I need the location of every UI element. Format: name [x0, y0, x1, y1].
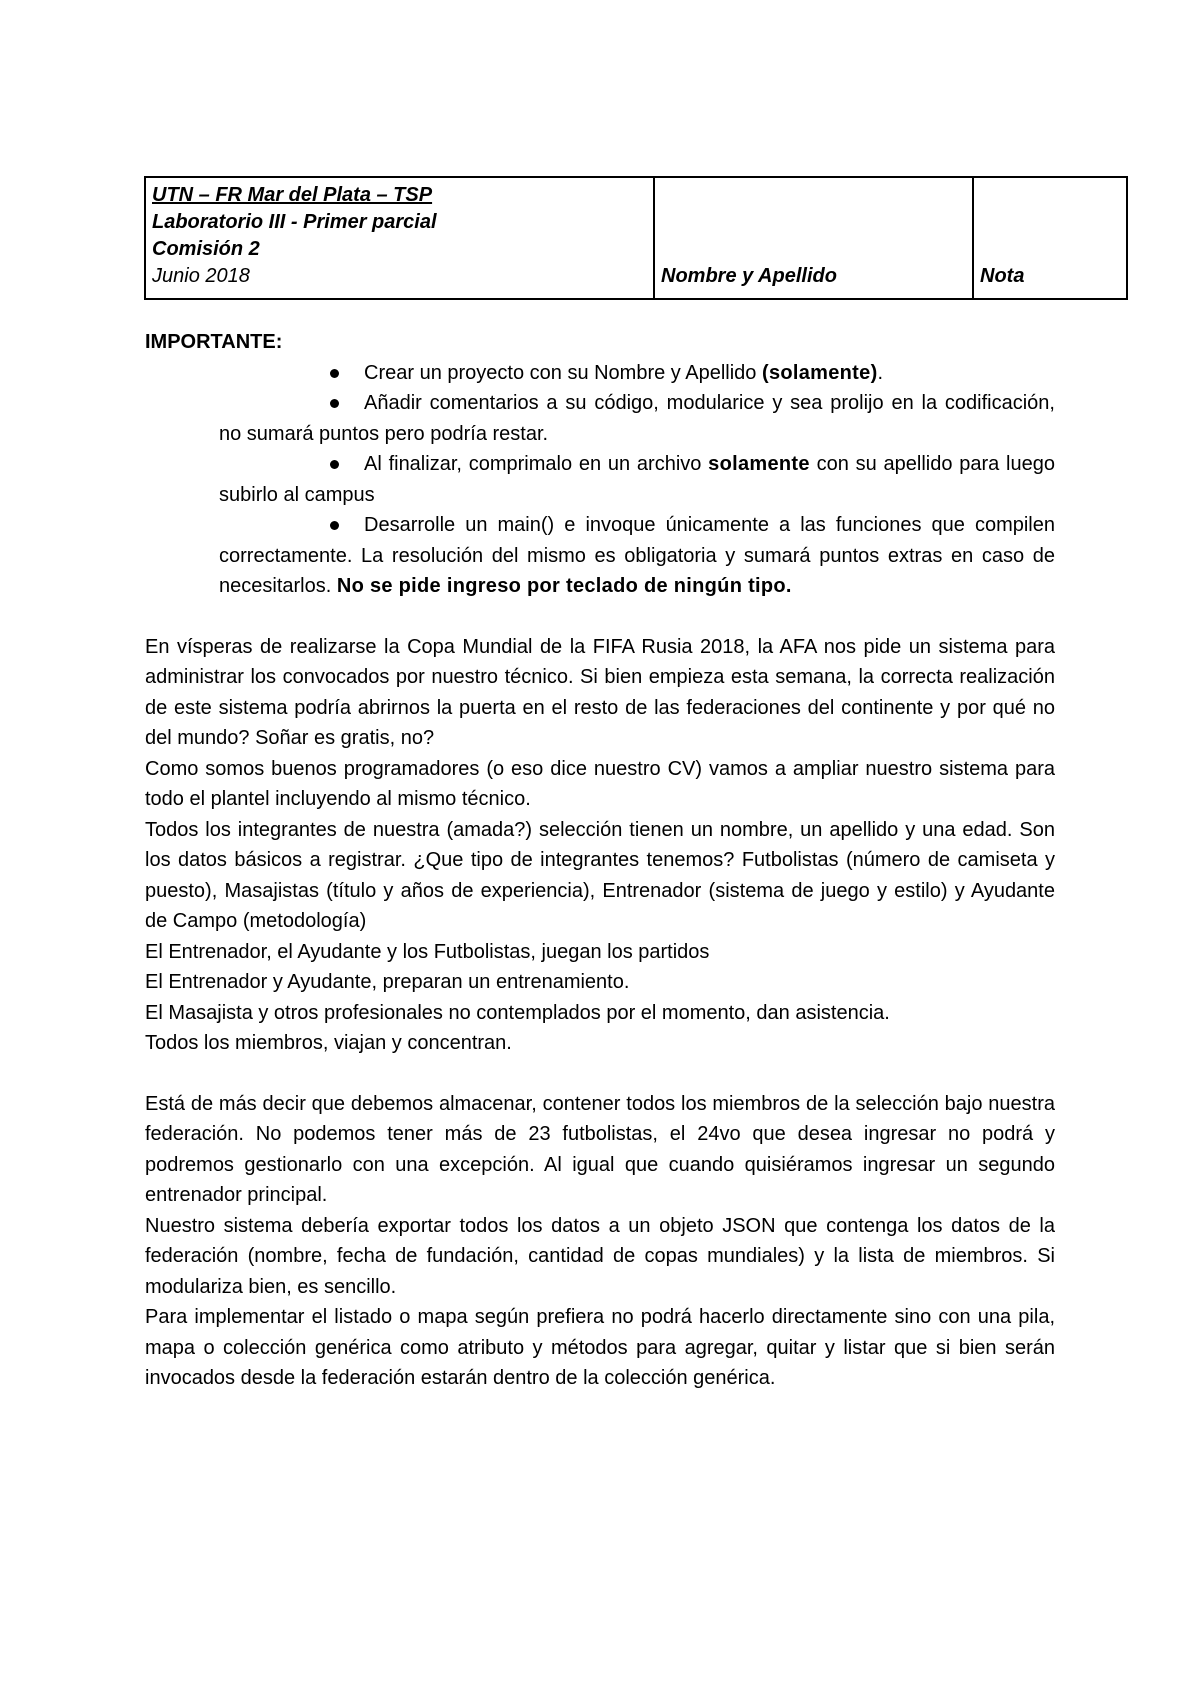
course-info-cell — [145, 177, 654, 299]
instructions-list — [145, 358, 1055, 602]
paragraph: Está de más decir que debemos almacenar, contener todos los miembros de la selección bajo nuestra federación. No podemos tener más de 23 futbolistas, el 24vo que desea ingresar no podrá y podremos gestionarlo con una excepción. Al igual que cuando quisiéramos ingresar un segundo entrenador principal. — [145, 1092, 1055, 1206]
spacer — [145, 1059, 1055, 1089]
paragraph: El Entrenador, el Ayudante y los Futbolistas, juegan los partidos — [145, 940, 710, 963]
paragraph: Para implementar el listado o mapa según prefiera no podrá hacerlo directamente sino con una pila, mapa o colección genérica como atributo y métodos para agregar, quitar y listar que si bien serán invocados desde la federación estarán dentro de la colección genérica. — [145, 1306, 1055, 1389]
document-content — [145, 327, 1055, 1394]
header-table — [144, 176, 1128, 300]
bullet-icon — [330, 369, 339, 378]
paragraph: Todos los miembros, viajan y concentran. — [145, 1032, 512, 1054]
important-title: IMPORTANTE: — [145, 331, 283, 353]
list-item: Añadir comentarios a su código, modularice y sea prolijo en la codificación, no sumará puntos pero podría restar. — [219, 392, 1055, 445]
commission-line: Comisión 2 — [152, 238, 260, 260]
grade-cell — [973, 177, 1127, 299]
list-item: Al finalizar, comprimalo en un archivo solamente con su apellido para luego subirlo al campus — [219, 453, 1055, 506]
grade-label: Nota — [980, 265, 1025, 287]
bullet-icon — [330, 460, 339, 469]
course-line: Laboratorio III - Primer parcial — [152, 211, 437, 233]
paragraph: En vísperas de realizarse la Copa Mundial de la FIFA Rusia 2018, la AFA nos pide un sistema para administrar los convocados por nuestro técnico. Si bien empieza esta semana, la correcta realización de este sistema podría abrirnos la puerta en el resto de las federaciones del continente y por qué no del mundo? Soñar es gratis, no? — [145, 635, 1055, 749]
institution-line: UTN – FR Mar del Plata – TSP — [152, 184, 433, 206]
date-line: Junio 2018 — [152, 265, 250, 287]
bullet-icon — [330, 521, 339, 530]
bullet-icon — [330, 399, 339, 408]
paragraph: Como somos buenos programadores (o eso dice nuestro CV) vamos a ampliar nuestro sistema para todo el plantel incluyendo al mismo técnico. — [145, 757, 1055, 810]
name-cell — [654, 177, 973, 299]
paragraph: Nuestro sistema debería exportar todos los datos a un objeto JSON que contenga los datos de la federación (nombre, fecha de fundación, cantidad de copas mundiales) y la lista de miembros. Si modulariza bien, es sencillo. — [145, 1214, 1055, 1298]
list-item: Desarrolle un main() e invoque únicamente a las funciones que compilen correctamente. La resolución del mismo es obligatoria y sumará puntos extras en caso de necesitarlos. No se pide ingreso por teclado de ningún tipo. — [219, 514, 1055, 597]
name-label: Nombre y Apellido — [661, 265, 837, 287]
paragraph: El Entrenador y Ayudante, preparan un entrenamiento. — [145, 971, 630, 993]
paragraph: Todos los integrantes de nuestra (amada?) selección tienen un nombre, un apellido y una edad. Son los datos básicos a registrar. ¿Que tipo de integrantes tenemos? Futbolistas (número de camiseta y puesto), Masajistas (título y años de experiencia), Entrenador (sistema de juego y estilo) y Ayudante de Campo (metodología) — [145, 818, 1055, 932]
list-item: Crear un proyecto con su Nombre y Apellido (solamente). — [219, 358, 1055, 389]
paragraph: El Masajista y otros profesionales no contemplados por el momento, dan asistencia. — [145, 1001, 890, 1024]
